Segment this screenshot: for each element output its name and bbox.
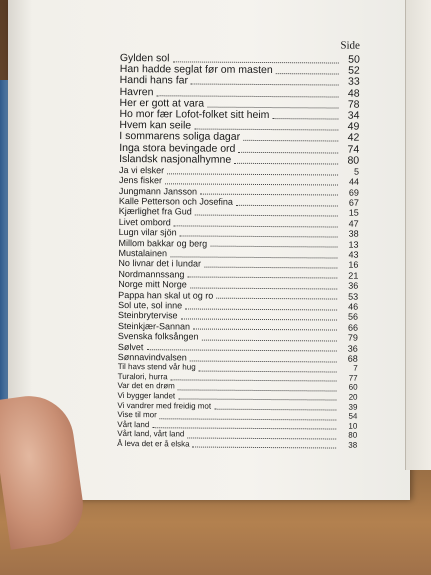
toc-entry-page: 21 <box>348 270 359 281</box>
toc-leader-dots <box>243 134 338 142</box>
toc-entry-page: 54 <box>348 411 358 421</box>
toc-entry-title: Til havs stend vår hug <box>117 362 196 372</box>
toc-entry-title: Sol ute, sol inne <box>118 299 183 311</box>
toc-entry-title: Mustalainen <box>118 247 168 259</box>
toc-entry-page: 60 <box>348 383 358 393</box>
toc-entry-page: 52 <box>348 64 360 77</box>
toc-leader-dots <box>191 78 339 86</box>
toc-entry-title: Islandsk nasjonalhymne <box>119 152 232 166</box>
toc-entry <box>117 439 357 450</box>
toc-leader-dots <box>178 393 336 401</box>
toc-entry-title: Pappa han skal ut og ro <box>118 289 214 301</box>
toc-leader-dots <box>167 167 338 175</box>
toc-entry-title: Sønnavindvalsen <box>117 351 187 363</box>
toc-entry-title: I sommarens soliga dagar <box>119 130 241 144</box>
toc-entry-page: 79 <box>347 332 358 343</box>
toc-leader-dots <box>201 333 336 341</box>
toc-entry-page: 42 <box>347 131 360 144</box>
toc-entry-page: 16 <box>348 259 359 271</box>
toc-entry-title: Ja vi elsker <box>119 164 165 176</box>
toc-entry-page: 47 <box>348 218 359 229</box>
side-column-label: Side <box>340 39 360 52</box>
toc-leader-dots <box>210 240 337 248</box>
toc-entry-title: Vi vandrer med freidig mot <box>117 400 212 411</box>
toc-leader-dots <box>187 431 336 439</box>
toc-entry-title: Handi hans far <box>119 74 189 87</box>
toc-leader-dots <box>193 323 337 331</box>
toc-entry-page: 68 <box>347 353 358 364</box>
toc-entry-title: Steinkjær-Sannan <box>117 320 191 332</box>
toc-leader-dots <box>276 67 339 74</box>
toc-leader-dots <box>170 250 338 258</box>
toc-entry-title: Kjærlighet fra Gud <box>118 206 192 217</box>
toc-entry <box>120 75 360 88</box>
toc-entry-page: 20 <box>348 392 358 402</box>
toc-leader-dots <box>238 145 338 153</box>
toc-entry-page: 7 <box>353 363 358 373</box>
toc-leader-dots <box>174 219 338 227</box>
toc-entry-title: Steinbrytervise <box>118 310 178 321</box>
toc-leader-dots <box>172 55 338 63</box>
toc-leader-dots <box>234 157 338 165</box>
toc-leader-dots <box>216 292 337 300</box>
toc-leader-dots <box>165 177 338 185</box>
toc-entry-page: 15 <box>348 208 359 219</box>
toc-entry-page: 33 <box>347 75 360 89</box>
toc-entry-title: No livnar det i lundar <box>118 258 202 269</box>
toc-entry-title: Vårt land, vårt land <box>117 429 185 439</box>
toc-leader-dots <box>214 403 336 411</box>
toc-entry-title: Turalori, hurra <box>117 371 168 382</box>
toc-leader-dots <box>160 412 337 420</box>
toc-leader-dots <box>146 343 337 351</box>
toc-entry-title: Jungmann Jansson <box>118 185 198 197</box>
toc-entry-page: 34 <box>347 109 360 122</box>
toc-leader-dots <box>178 383 337 391</box>
toc-entry-title: Var det en drøm <box>117 381 175 391</box>
toc-entry-title: Havren <box>119 85 154 98</box>
toc-entry-page: 39 <box>348 402 358 412</box>
toc-entry-title: Livet ombord <box>118 216 171 228</box>
toc-entry-title: Millom bakkar og berg <box>118 237 208 249</box>
toc-entry-page: 78 <box>347 98 360 111</box>
toc-entry-title: Kalle Petterson och Josefina <box>118 196 233 207</box>
toc-entry-title: Vårt land <box>117 419 150 430</box>
toc-entry-page: 38 <box>348 228 359 239</box>
toc-leader-dots <box>187 271 337 279</box>
toc-entry-title: Hvem kan seile <box>119 119 192 132</box>
toc-entry-page: 36 <box>348 280 359 291</box>
toc-entry-page: 43 <box>348 249 359 260</box>
toc-leader-dots <box>193 441 337 449</box>
toc-entry-page: 69 <box>348 187 359 198</box>
toc-leader-dots <box>195 209 338 217</box>
toc-entry-page: 80 <box>347 154 360 167</box>
toc-entry-title: Her er gott at vara <box>119 96 205 110</box>
toc-entry-page: 67 <box>348 197 359 208</box>
facing-page-edge <box>405 0 431 470</box>
toc-entry-page: 10 <box>348 421 358 431</box>
toc-entry-title: Å leva det er å elska <box>117 439 190 449</box>
toc-entry-page: 46 <box>348 301 359 312</box>
toc-entry-page: 53 <box>348 291 359 302</box>
toc-entry-page: 74 <box>347 143 360 156</box>
toc-leader-dots <box>190 281 338 289</box>
toc-list <box>117 53 360 450</box>
toc-entry-page: 36 <box>347 343 358 354</box>
toc-leader-dots <box>181 312 338 320</box>
toc-entry-title: Svenska folksången <box>117 331 199 342</box>
toc-leader-dots <box>185 302 337 310</box>
toc-leader-dots <box>171 374 337 382</box>
toc-leader-dots <box>199 364 337 372</box>
toc-leader-dots <box>152 421 336 429</box>
toc-leader-dots <box>200 188 338 196</box>
toc-entry-title: Sølvet <box>117 341 144 352</box>
toc-leader-dots <box>194 123 338 131</box>
toc-entry-page: 50 <box>348 53 360 66</box>
table-of-contents <box>117 38 360 450</box>
toc-leader-dots <box>272 112 338 119</box>
toc-leader-dots <box>236 199 338 207</box>
toc-entry-title: Inga stora bevingade ord <box>119 141 236 155</box>
toc-entry-title: Vise til mor <box>117 410 157 420</box>
toc-entry-page: 38 <box>348 440 358 450</box>
toc-leader-dots <box>204 261 337 269</box>
toc-entry-title: Vi bygger landet <box>117 391 176 401</box>
toc-leader-dots <box>190 354 337 362</box>
toc-entry-title: Ho mor fær Lofot-folket sitt heim <box>119 107 270 121</box>
toc-entry-page: 49 <box>347 120 360 133</box>
toc-entry-page: 66 <box>347 322 359 333</box>
toc-entry-title: Jens fisker <box>118 175 163 186</box>
toc-entry-page: 13 <box>348 239 359 250</box>
toc-entry-page: 44 <box>348 176 360 187</box>
toc-entry-title: Gylden sol <box>119 51 170 65</box>
toc-entry-title: Han hadde seglat før om masten <box>119 63 273 77</box>
toc-entry-title: Lugn vilar sjön <box>118 227 177 238</box>
toc-entry-page: 56 <box>348 311 359 323</box>
toc-leader-dots <box>207 100 338 108</box>
toc-entry-page: 80 <box>348 431 358 441</box>
toc-entry-title: Nordmannssang <box>118 268 185 280</box>
toc-leader-dots <box>156 89 338 97</box>
toc-entry-page: 5 <box>354 166 360 177</box>
toc-entry-page: 77 <box>348 373 358 383</box>
toc-entry-title: Norge mitt Norge <box>118 279 187 290</box>
toc-leader-dots <box>180 229 338 237</box>
toc-entry-page: 48 <box>347 87 360 100</box>
